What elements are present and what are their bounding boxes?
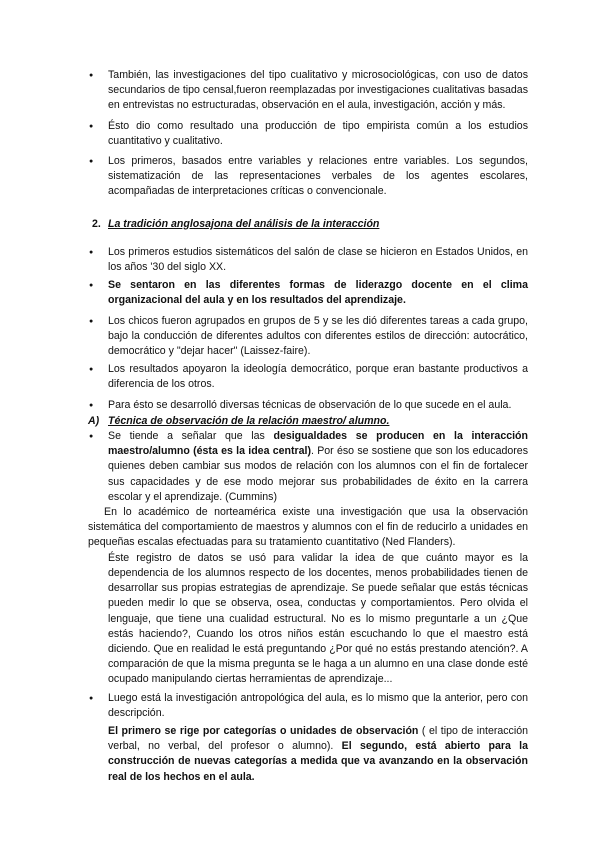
list-item: ● Los resultados apoyaron la ideología democrático, porque eran bastante productivos a diferencia de los otros.	[88, 362, 528, 392]
list-item: ● Luego está la investigación antropológica del aula, es lo mismo que la anterior, pero con descripción.	[88, 691, 528, 721]
document-body	[88, 68, 528, 785]
paragraph: En lo académico de norteamérica existe una investigación que usa la observación sistemática del comportamiento de maestros y alumnos con el fin de reducirlo a unidades en pequeñas escalas efectuadas para su tratamiento cuantitativo (Ned Flanders).	[88, 506, 528, 549]
bold-run: El primero se rige por categorías o unidades de observación	[108, 724, 419, 737]
text-run: . Por éso se sostiene que son los educadores quienes deben cambiar sus modos de relación con los alumnos con el fin de fortalecer sus capacidades y de ese modo mejorar sus probabilidades de éxito en la carrera escolar y el aprendizaje. (Cummins)	[108, 445, 528, 503]
text-run: Se tiende a señalar que las	[108, 430, 274, 443]
paragraph	[88, 724, 528, 785]
section-heading	[88, 217, 528, 232]
subsection-title: Técnica de observación de la relación maestro/ alumno.	[108, 414, 390, 427]
section-number: 2.	[92, 217, 101, 230]
list-item	[88, 429, 528, 505]
bold-run: desigualdades se producen en la interacción maestro/alumno (ésta es la idea central)	[108, 430, 528, 458]
text-run: ( el tipo de interacción verbal, no verbal, del profesor o alumno).	[108, 724, 528, 753]
list-item-bold: ● Se sentaron en las diferentes formas de liderazgo docente en el clima organizacional del aula y en los resultados del aprendizaje.	[88, 278, 528, 308]
list-item: ● Ésto dio como resultado una producción de tipo empirista común a los estudios cuantitativo y cualitativo.	[88, 119, 528, 149]
subsection-heading	[88, 414, 528, 429]
bold-run: El segundo, está abierto para la construcción de nuevas categorías a medida que va avanzando en la observación real de los hechos en el aula.	[108, 740, 528, 783]
section-title: La tradición anglosajona del análisis de la interacción	[108, 217, 380, 230]
paragraph: Éste registro de datos se usó para validar la idea de que cuánto mayor es la dependencia de los alumnos respecto de los docentes, menos probabilidades tienen de desarrollar sus propias estrategias de aprendizaje. Se puede señalar que estás técnicas pueden medir lo que se observa, osea, conductas y comportamientos. Pero olvida el lenguaje, que tiene una cualidad estructural. No es lo mismo preguntarle a un ¿Que estás haciendo?, Cuando los otros niños están escuchando lo que el maestro está diciendo. Que en realidad le está preguntando ¿Por qué no estás prestando atención?. A comparación de que la misma pregunta se le haga a un alumno en una clase donde esté ocupado manipulando ciertas herramientas de aprendizaje...	[108, 551, 528, 686]
list-item: ● Para ésto se desarrolló diversas técnicas de observación de lo que sucede en el aula.	[88, 398, 528, 413]
list-item: ● Los primeros, basados entre variables y relaciones entre variables. Los segundos, sistematización de las representaciones verbales de los agentes escolares, acompañadas de interpretaciones críticas o convencionale.	[88, 154, 528, 200]
list-item: ● Los primeros estudios sistemáticos del salón de clase se hicieron en Estados Unidos, en los años '30 del siglo XX.	[88, 245, 528, 275]
list-item: ● Los chicos fueron agrupados en grupos de 5 y se les dió diferentes tareas a cada grupo, bajo la conducción de diferentes adultos con diferentes estilos de dirección: autocrático, democrático y "dejar hacer" (Laissez-faire).	[88, 314, 528, 360]
list-item: ● También, las investigaciones del tipo cualitativo y microsociológicas, con uso de datos secundarios de tipo censal,fueron reemplazadas por investigaciones cualitativas basadas en entrevistas no estructuradas, observación en el aula, investigación, acción y más.	[88, 68, 528, 114]
subsection-label: A)	[88, 414, 100, 427]
